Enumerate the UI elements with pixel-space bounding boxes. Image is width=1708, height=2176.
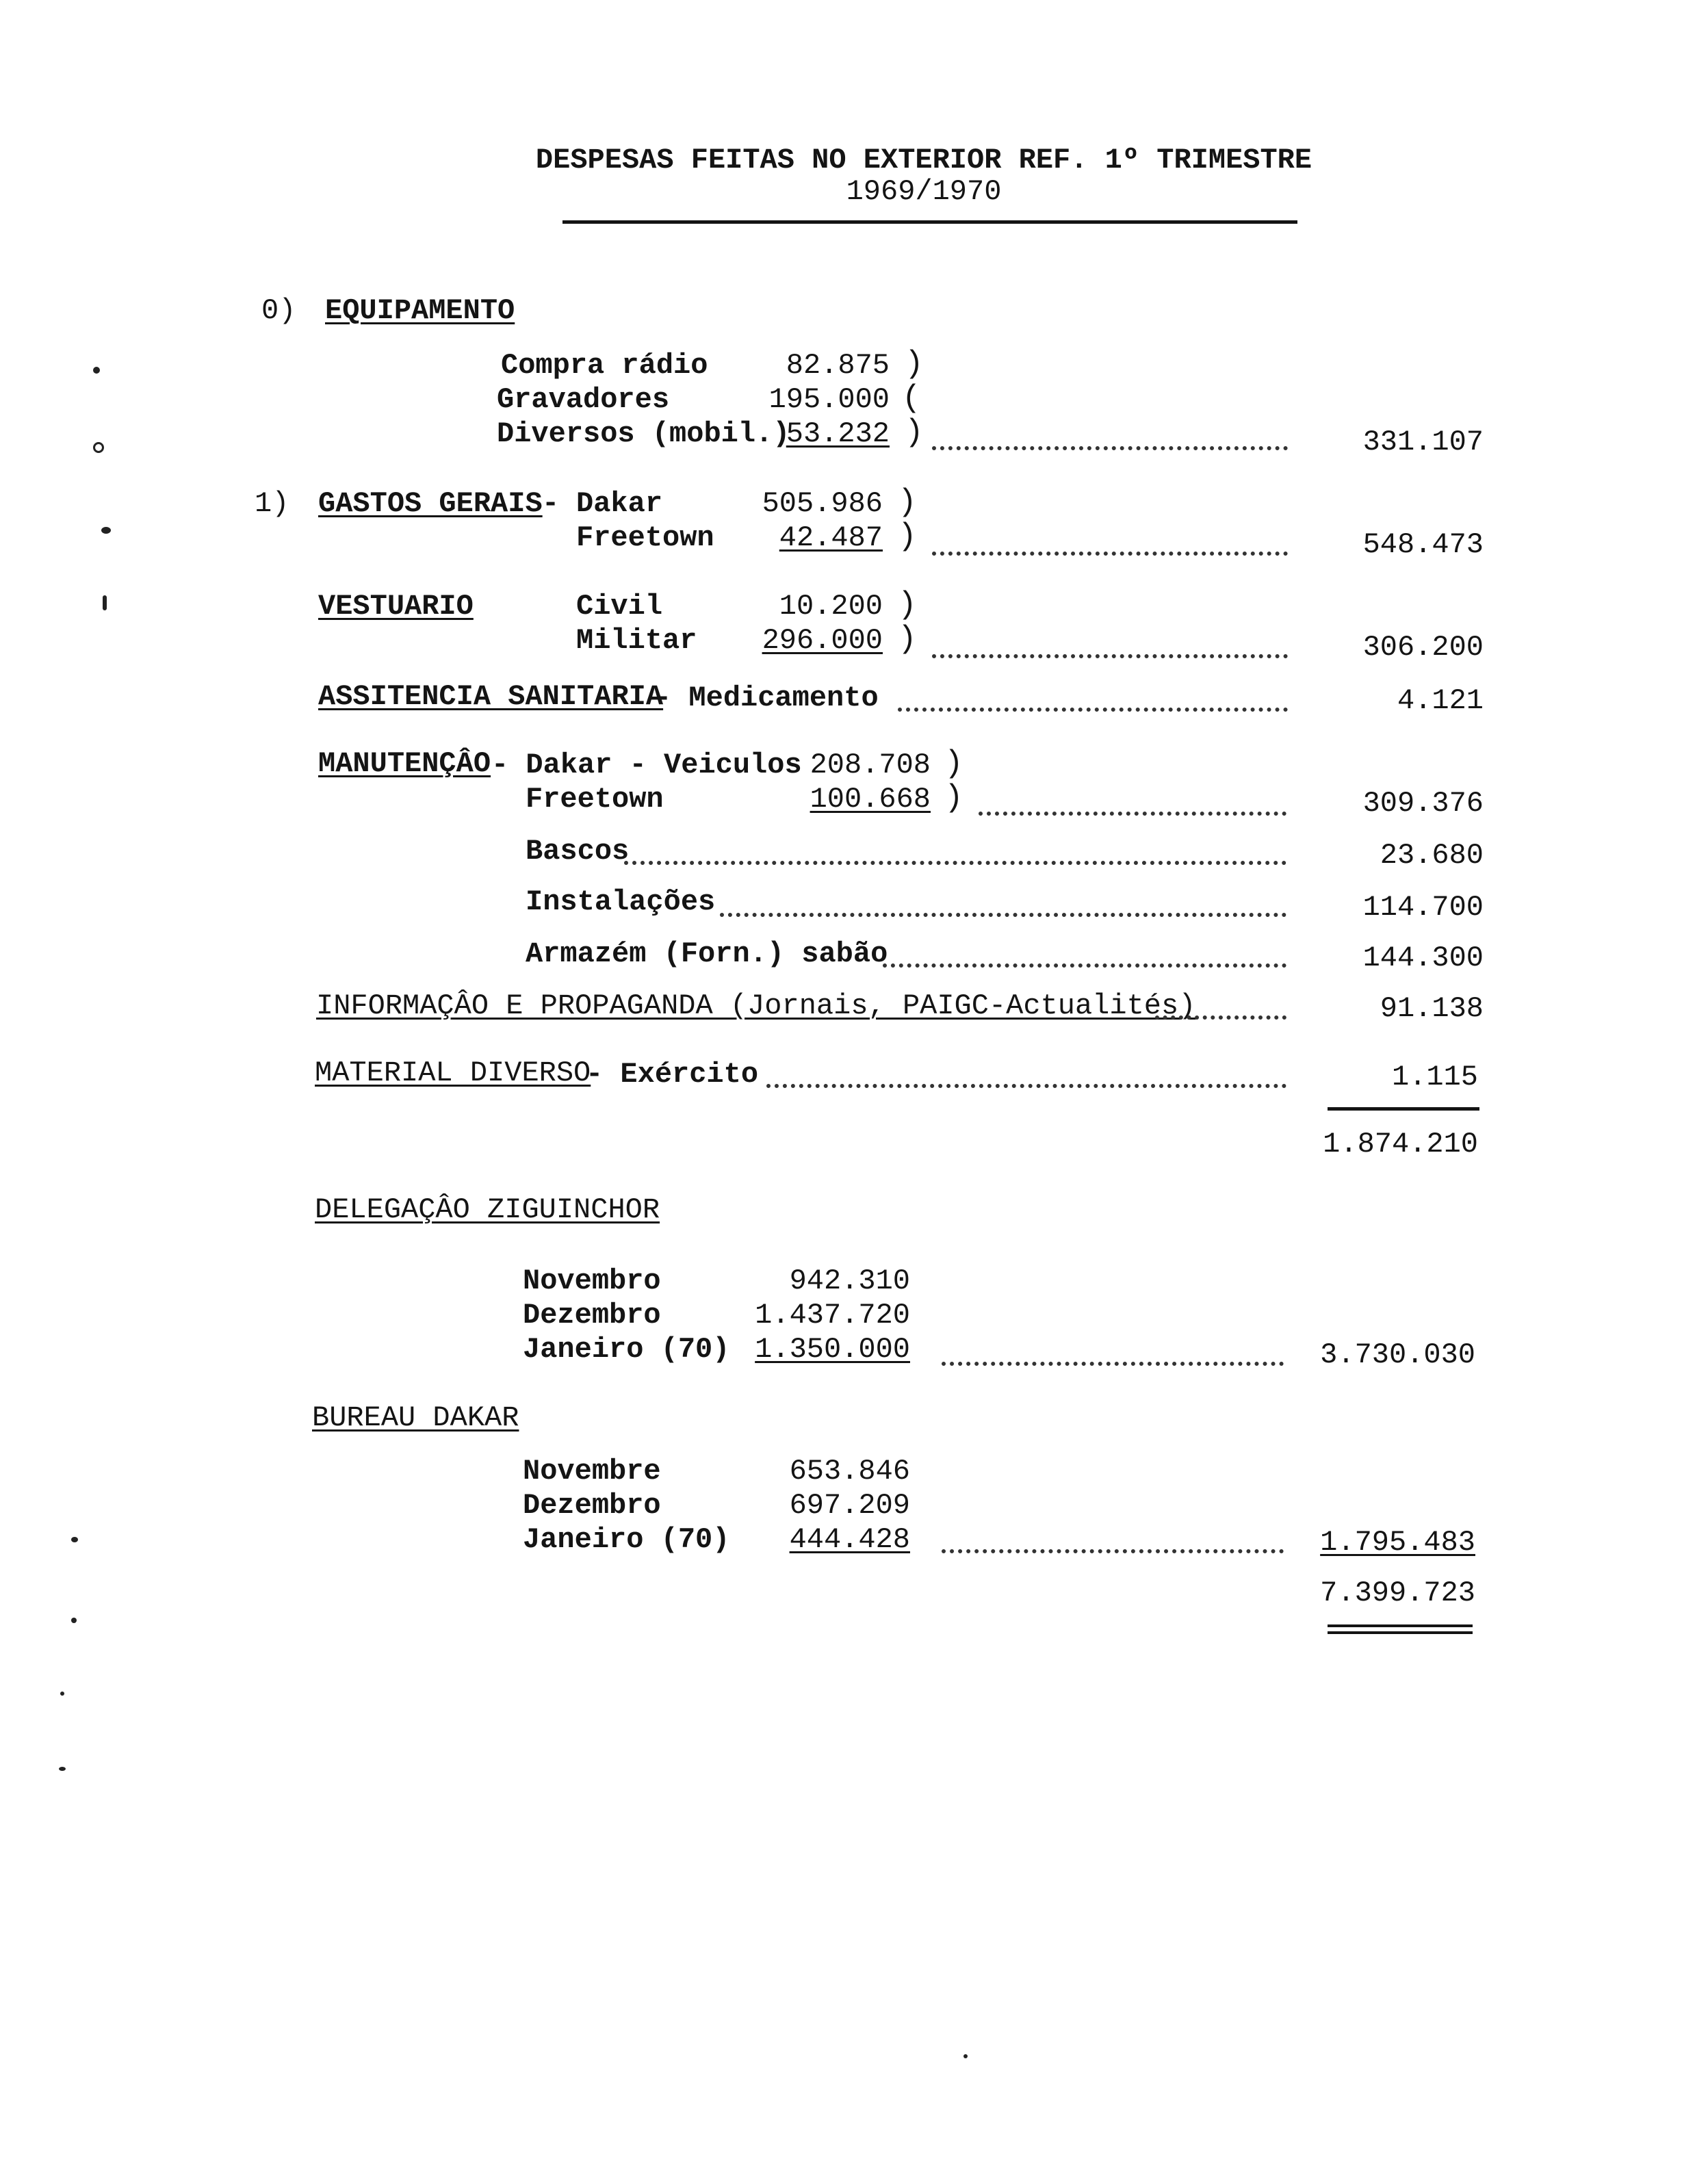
section-number-0: 0): [261, 294, 296, 327]
heading-gastos-gerais: GASTOS GERAIS: [318, 487, 543, 520]
bracket: ): [898, 484, 917, 520]
scan-speck: [71, 1537, 78, 1542]
item-label: - Exército: [586, 1058, 759, 1091]
line-total: 23.680: [1380, 839, 1484, 872]
grand-total-rule-bottom: [1328, 1631, 1473, 1634]
item-value: 208.708: [810, 749, 931, 781]
line-total: 548.473: [1362, 528, 1484, 561]
item-label: - Medicamento: [654, 682, 879, 714]
dot-leader: [932, 446, 1288, 450]
dot-leader: [883, 963, 1286, 968]
item-value: 53.232: [786, 417, 890, 450]
item-label: Bascos: [526, 835, 630, 868]
line-total: 91.138: [1380, 992, 1484, 1025]
item-label: Armazém (Forn.) sabão: [526, 937, 888, 970]
dot-leader: [766, 1084, 1286, 1088]
item-label: Diversos (mobil.): [497, 417, 790, 450]
dot-leader: [624, 861, 1286, 865]
item-label: Instalações: [526, 885, 716, 918]
document-year: 1969/1970: [846, 175, 1002, 208]
item-label: Gravadores: [497, 383, 670, 416]
subtotal-rule: [1328, 1107, 1479, 1111]
item-label: Janeiro (70): [523, 1523, 730, 1556]
item-label: Compra rádio: [501, 349, 708, 382]
item-value: 10.200: [779, 590, 883, 623]
item-label: Dakar: [576, 487, 663, 520]
grand-total-value: 7.399.723: [1320, 1577, 1475, 1609]
item-label: Janeiro (70): [523, 1333, 730, 1366]
bracket: ): [905, 415, 924, 450]
title-rule: [562, 220, 1297, 224]
bracket: (: [902, 380, 921, 416]
line-total: 331.107: [1362, 426, 1484, 458]
line-total: 4.121: [1397, 684, 1484, 717]
dot-leader: [942, 1362, 1284, 1366]
heading-equipamento: EQUIPAMENTO: [325, 294, 515, 327]
item-value: 653.846: [789, 1455, 910, 1488]
heading-manutencao: MANUTENÇÂO: [318, 747, 491, 780]
bracket: ): [898, 621, 917, 657]
scan-speck: [60, 1692, 64, 1696]
item-label: Civil: [576, 590, 663, 623]
bracket: ): [944, 746, 963, 781]
scan-speck: [93, 442, 104, 453]
item-value: 444.428: [789, 1523, 910, 1556]
item-value: 697.209: [789, 1489, 910, 1522]
grand-total-rule-top: [1328, 1624, 1473, 1627]
item-value: 42.487: [779, 521, 883, 554]
dash: -: [542, 487, 560, 520]
subtotal-value: 1.874.210: [1323, 1128, 1478, 1161]
dot-leader: [720, 913, 1286, 917]
item-label: Novembro: [523, 1265, 661, 1297]
line-total: 1.115: [1391, 1061, 1478, 1093]
document-title: DESPESAS FEITAS NO EXTERIOR REF. 1º TRIMESTRE: [535, 144, 1312, 177]
scan-speck: [59, 1767, 66, 1771]
item-value: 195.000: [768, 383, 890, 416]
dot-leader: [1155, 1015, 1286, 1020]
heading-bureau-dakar: BUREAU DAKAR: [312, 1401, 519, 1434]
item-label: Dezembro: [523, 1489, 661, 1522]
heading-informacao-propaganda: INFORMAÇÂO E PROPAGANDA (Jornais, PAIGC-Actualités): [316, 989, 1196, 1022]
dot-leader: [898, 708, 1288, 712]
scan-speck: [103, 595, 107, 610]
scan-speck: [71, 1618, 77, 1623]
heading-assistencia-sanitaria: ASSITENCIA SANITARIA: [318, 680, 664, 713]
item-value: 296.000: [762, 624, 883, 657]
dot-leader: [942, 1549, 1284, 1553]
scan-speck: [963, 2054, 968, 2058]
item-value: 100.668: [810, 783, 931, 816]
item-label: Dezembro: [523, 1299, 661, 1332]
bracket: ): [944, 780, 963, 816]
item-label: Novembre: [523, 1455, 661, 1488]
bracket: ): [898, 587, 917, 623]
dot-leader: [932, 552, 1288, 556]
bracket: ): [905, 346, 924, 382]
heading-vestuario: VESTUARIO: [318, 590, 474, 623]
item-value: 505.986: [762, 487, 883, 520]
item-label: Militar: [576, 624, 697, 657]
dot-leader: [979, 812, 1286, 816]
line-total: 3.730.030: [1320, 1338, 1475, 1371]
item-label: - Dakar - Veiculos: [491, 749, 802, 781]
dot-leader: [932, 654, 1288, 658]
line-total: 114.700: [1362, 891, 1484, 924]
line-total: 306.200: [1362, 631, 1484, 664]
item-value: 942.310: [789, 1265, 910, 1297]
item-label: Freetown: [526, 783, 664, 816]
line-total: 1.795.483: [1320, 1526, 1475, 1559]
item-value: 1.437.720: [755, 1299, 910, 1332]
scan-speck: [101, 527, 111, 534]
heading-material-diverso: MATERIAL DIVERSO: [315, 1057, 591, 1089]
line-total: 144.300: [1362, 942, 1484, 974]
scan-speck: [93, 367, 100, 374]
heading-delegacao-ziguinchor: DELEGAÇÂO ZIGUINCHOR: [315, 1193, 660, 1226]
section-number-1: 1): [255, 487, 289, 520]
bracket: ): [898, 519, 917, 554]
item-value: 82.875: [786, 349, 890, 382]
item-label: Freetown: [576, 521, 714, 554]
item-value: 1.350.000: [755, 1333, 910, 1366]
line-total: 309.376: [1362, 787, 1484, 820]
